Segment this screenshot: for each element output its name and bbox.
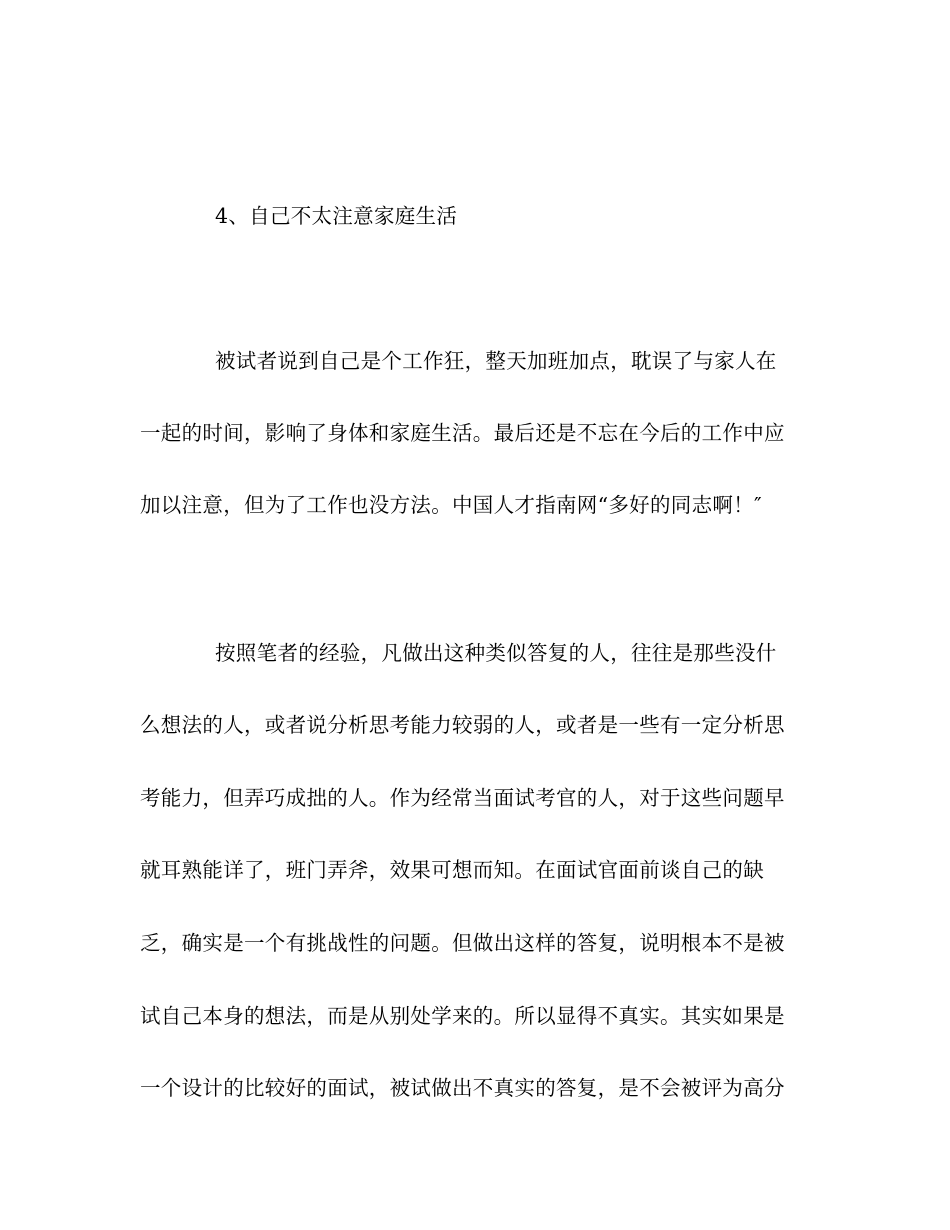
paragraph-line: 被试者说到自己是个工作狂，整天加班加点，耽误了与家人在 — [215, 349, 777, 373]
section-heading: 4、自己不太注意家庭生活 — [215, 204, 458, 228]
paragraph-line: 一起的时间，影响了身体和家庭生活。最后还是不忘在今后的工作中应 — [140, 421, 785, 445]
paragraph-line: 么想法的人，或者说分析思考能力较弱的人，或者是一些有一定分析思 — [140, 713, 785, 737]
paragraph-line: 一个设计的比较好的面试，被试做出不真实的答复，是不会被评为高分 — [140, 1076, 785, 1100]
paragraph-line: 按照笔者的经验，凡做出这种类似答复的人，往往是那些没什 — [215, 641, 777, 665]
paragraph-line: 试自己本身的想法，而是从别处学来的。所以显得不真实。其实如果是 — [140, 1004, 785, 1028]
paragraph-line: 加以注意，但为了工作也没方法。中国人才指南网“多好的同志啊！″ — [140, 493, 762, 517]
paragraph-line: 就耳熟能详了，班门弄斧，效果可想而知。在面试官面前谈自己的缺 — [140, 858, 764, 882]
paragraph-line: 乏，确实是一个有挑战性的问题。但做出这样的答复，说明根本不是被 — [140, 931, 785, 955]
paragraph-line: 考能力，但弄巧成拙的人。作为经常当面试考官的人，对于这些问题早 — [140, 786, 785, 810]
